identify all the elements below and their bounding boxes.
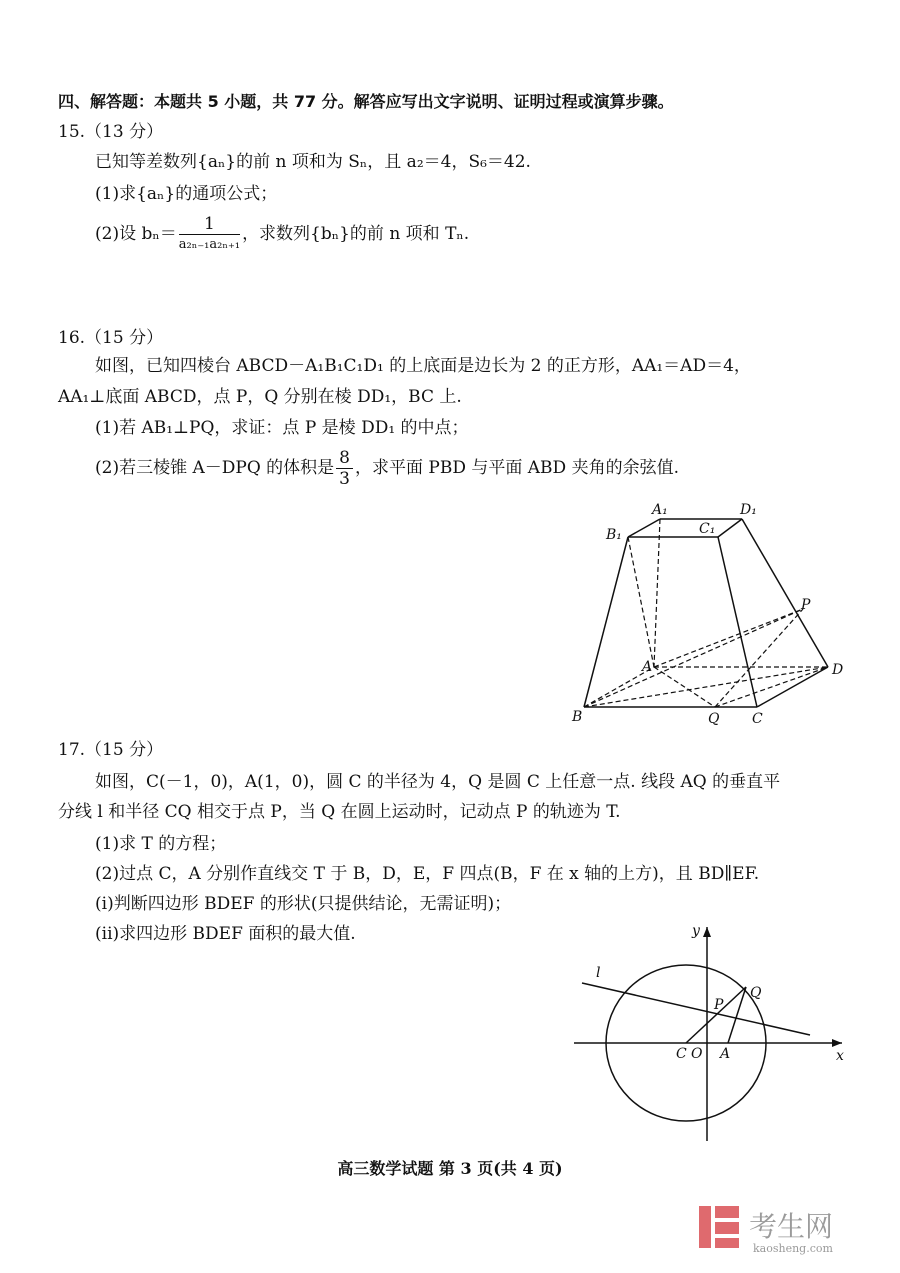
edge-d1-d	[742, 519, 828, 667]
edge-b1-a1	[628, 519, 660, 537]
q15-stem: 已知等差数列{aₙ}的前 n 项和为 Sₙ，且 a₂＝4，S₆＝42.	[95, 152, 531, 172]
label-b1: B₁	[606, 527, 622, 543]
label-y: y	[692, 923, 700, 939]
section-header: 四、解答题：本题共 5 小题，共 77 分。解答应写出文字说明、证明过程或演算步骤。	[58, 92, 674, 111]
label-a: A	[642, 659, 653, 675]
label-q: Q	[708, 711, 720, 727]
label-p: P	[801, 597, 811, 613]
x-axis-arrow	[832, 1039, 842, 1047]
label-d1: D₁	[740, 502, 757, 518]
q15-part2-suffix: ，求数列{bₙ}的前 n 项和 Tₙ.	[242, 224, 470, 244]
q17-part2: (2)过点 C，A 分别作直线交 T 于 B，D，E，F 四点(B，F 在 x 轴的上方)，且 BD∥EF.	[95, 864, 760, 884]
watermark-logo	[695, 1198, 870, 1258]
q15-number: 15.（13 分）	[58, 122, 164, 142]
label-l: l	[596, 965, 601, 981]
watermark-url: kaosheng.com	[753, 1242, 833, 1255]
q16-number: 16.（15 分）	[58, 328, 164, 348]
label-q: Q	[750, 985, 762, 1001]
label-o: O	[691, 1046, 703, 1062]
label-b: B	[572, 709, 583, 725]
line-l	[582, 983, 810, 1035]
label-a: A	[720, 1046, 731, 1062]
q15-part2-prefix: (2)设 bₙ＝	[95, 224, 177, 244]
label-d: D	[832, 662, 844, 678]
label-x: x	[836, 1048, 844, 1064]
segment-b-p	[584, 609, 803, 707]
edge-a1-a	[654, 519, 660, 667]
label-p: P	[714, 997, 724, 1013]
q17-part2-i: (i)判断四边形 BDEF 的形状(只提供结论，无需证明)；	[95, 894, 512, 914]
q16-part2-suffix: ，求平面 PBD 与平面 ABD 夹角的余弦值.	[355, 458, 679, 478]
q17-part2-ii: (ii)求四边形 BDEF 面积的最大值.	[95, 924, 356, 944]
q16-part1: (1)若 AB₁⊥PQ，求证：点 P 是棱 DD₁ 的中点；	[95, 418, 469, 438]
label-c: C	[676, 1046, 687, 1062]
edge-b1-b	[584, 537, 628, 707]
q17-number: 17.（15 分）	[58, 740, 164, 760]
q16-stem-line2: AA₁⊥底面 ABCD，点 P，Q 分别在棱 DD₁，BC 上.	[58, 387, 462, 407]
q16-part2-prefix: (2)若三棱锥 A－DPQ 的体积是	[95, 458, 335, 478]
segment-b1-a	[628, 537, 654, 667]
q15-part1: (1)求{aₙ}的通项公式；	[95, 184, 278, 204]
q15-part2	[95, 212, 469, 256]
q16-part2	[95, 446, 679, 490]
q16-fraction-numerator: 8	[336, 448, 353, 469]
page-footer: 高三数学试题 第 3 页(共 4 页)	[337, 1159, 563, 1178]
q15-fraction-numerator: 1	[179, 214, 240, 235]
q16-stem-line1: 如图，已知四棱台 ABCD－A₁B₁C₁D₁ 的上底面是边长为 2 的正方形，AA₁＝AD＝4，	[95, 356, 751, 376]
watermark-text: 考生网	[749, 1210, 834, 1243]
q15-fraction-denominator: a₂ₙ₋₁a₂ₙ₊₁	[178, 237, 241, 252]
label-c: C	[752, 711, 763, 727]
q17-stem-line1: 如图，C(－1，0)，A(1，0)，圆 C 的半径为 4，Q 是圆 C 上任意一点. 线段 AQ 的垂直平	[95, 772, 781, 792]
q15-fraction	[179, 214, 240, 255]
segment-a-p	[654, 609, 803, 667]
label-c1: C₁	[699, 521, 716, 537]
q16-fraction	[336, 448, 353, 489]
q17-stem-line2: 分线 l 和半径 CQ 相交于点 P，当 Q 在圆上运动时，记动点 P 的轨迹为 T.	[58, 802, 621, 822]
segment-q-d	[715, 667, 828, 707]
y-axis-arrow	[703, 927, 711, 937]
frustum-figure	[560, 495, 860, 735]
edge-d1-c1	[718, 519, 742, 537]
segment-q-p	[715, 609, 803, 707]
watermark-icon	[695, 1198, 870, 1258]
label-a1: A₁	[652, 502, 668, 518]
circle-figure	[570, 915, 860, 1145]
q17-part1: (1)求 T 的方程；	[95, 834, 227, 854]
q16-fraction-denominator: 3	[339, 469, 350, 489]
